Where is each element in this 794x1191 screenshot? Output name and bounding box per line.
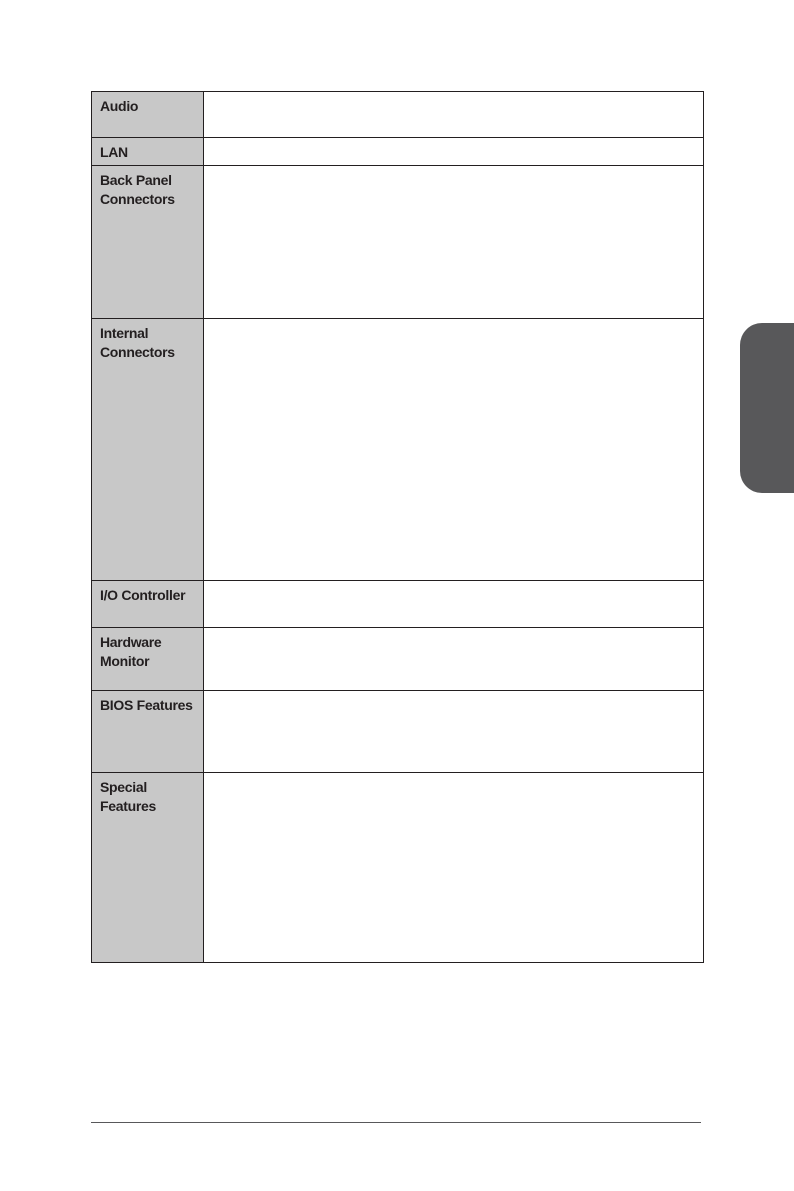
spec-label-audio: Audio (92, 92, 204, 138)
footer-divider (91, 1122, 701, 1123)
spec-value-internal-connectors (204, 319, 704, 581)
spec-row-lan (92, 138, 704, 166)
chapter-side-tab (740, 323, 794, 493)
spec-row-back-panel-connectors (92, 166, 704, 319)
spec-row-special-features (92, 773, 704, 963)
spec-value-hardware-monitor (204, 628, 704, 691)
spec-label-back-panel-connectors: Back Panel Connectors (92, 166, 204, 319)
spec-label-lan: LAN (92, 138, 204, 166)
spec-row-io-controller (92, 581, 704, 628)
spec-row-bios-features (92, 691, 704, 773)
spec-value-bios-features (204, 691, 704, 773)
spec-value-io-controller (204, 581, 704, 628)
spec-value-lan (204, 138, 704, 166)
spec-label-io-controller: I/O Controller (92, 581, 204, 628)
spec-label-bios-features: BIOS Features (92, 691, 204, 773)
spec-value-back-panel-connectors (204, 166, 704, 319)
spec-value-special-features (204, 773, 704, 963)
spec-row-hardware-monitor (92, 628, 704, 691)
spec-label-special-features: Special Features (92, 773, 204, 963)
spec-label-hardware-monitor: Hardware Monitor (92, 628, 204, 691)
spec-row-audio (92, 92, 704, 138)
spec-value-audio (204, 92, 704, 138)
spec-label-internal-connectors: Internal Connectors (92, 319, 204, 581)
spec-row-internal-connectors (92, 319, 704, 581)
specifications-table (91, 91, 704, 963)
